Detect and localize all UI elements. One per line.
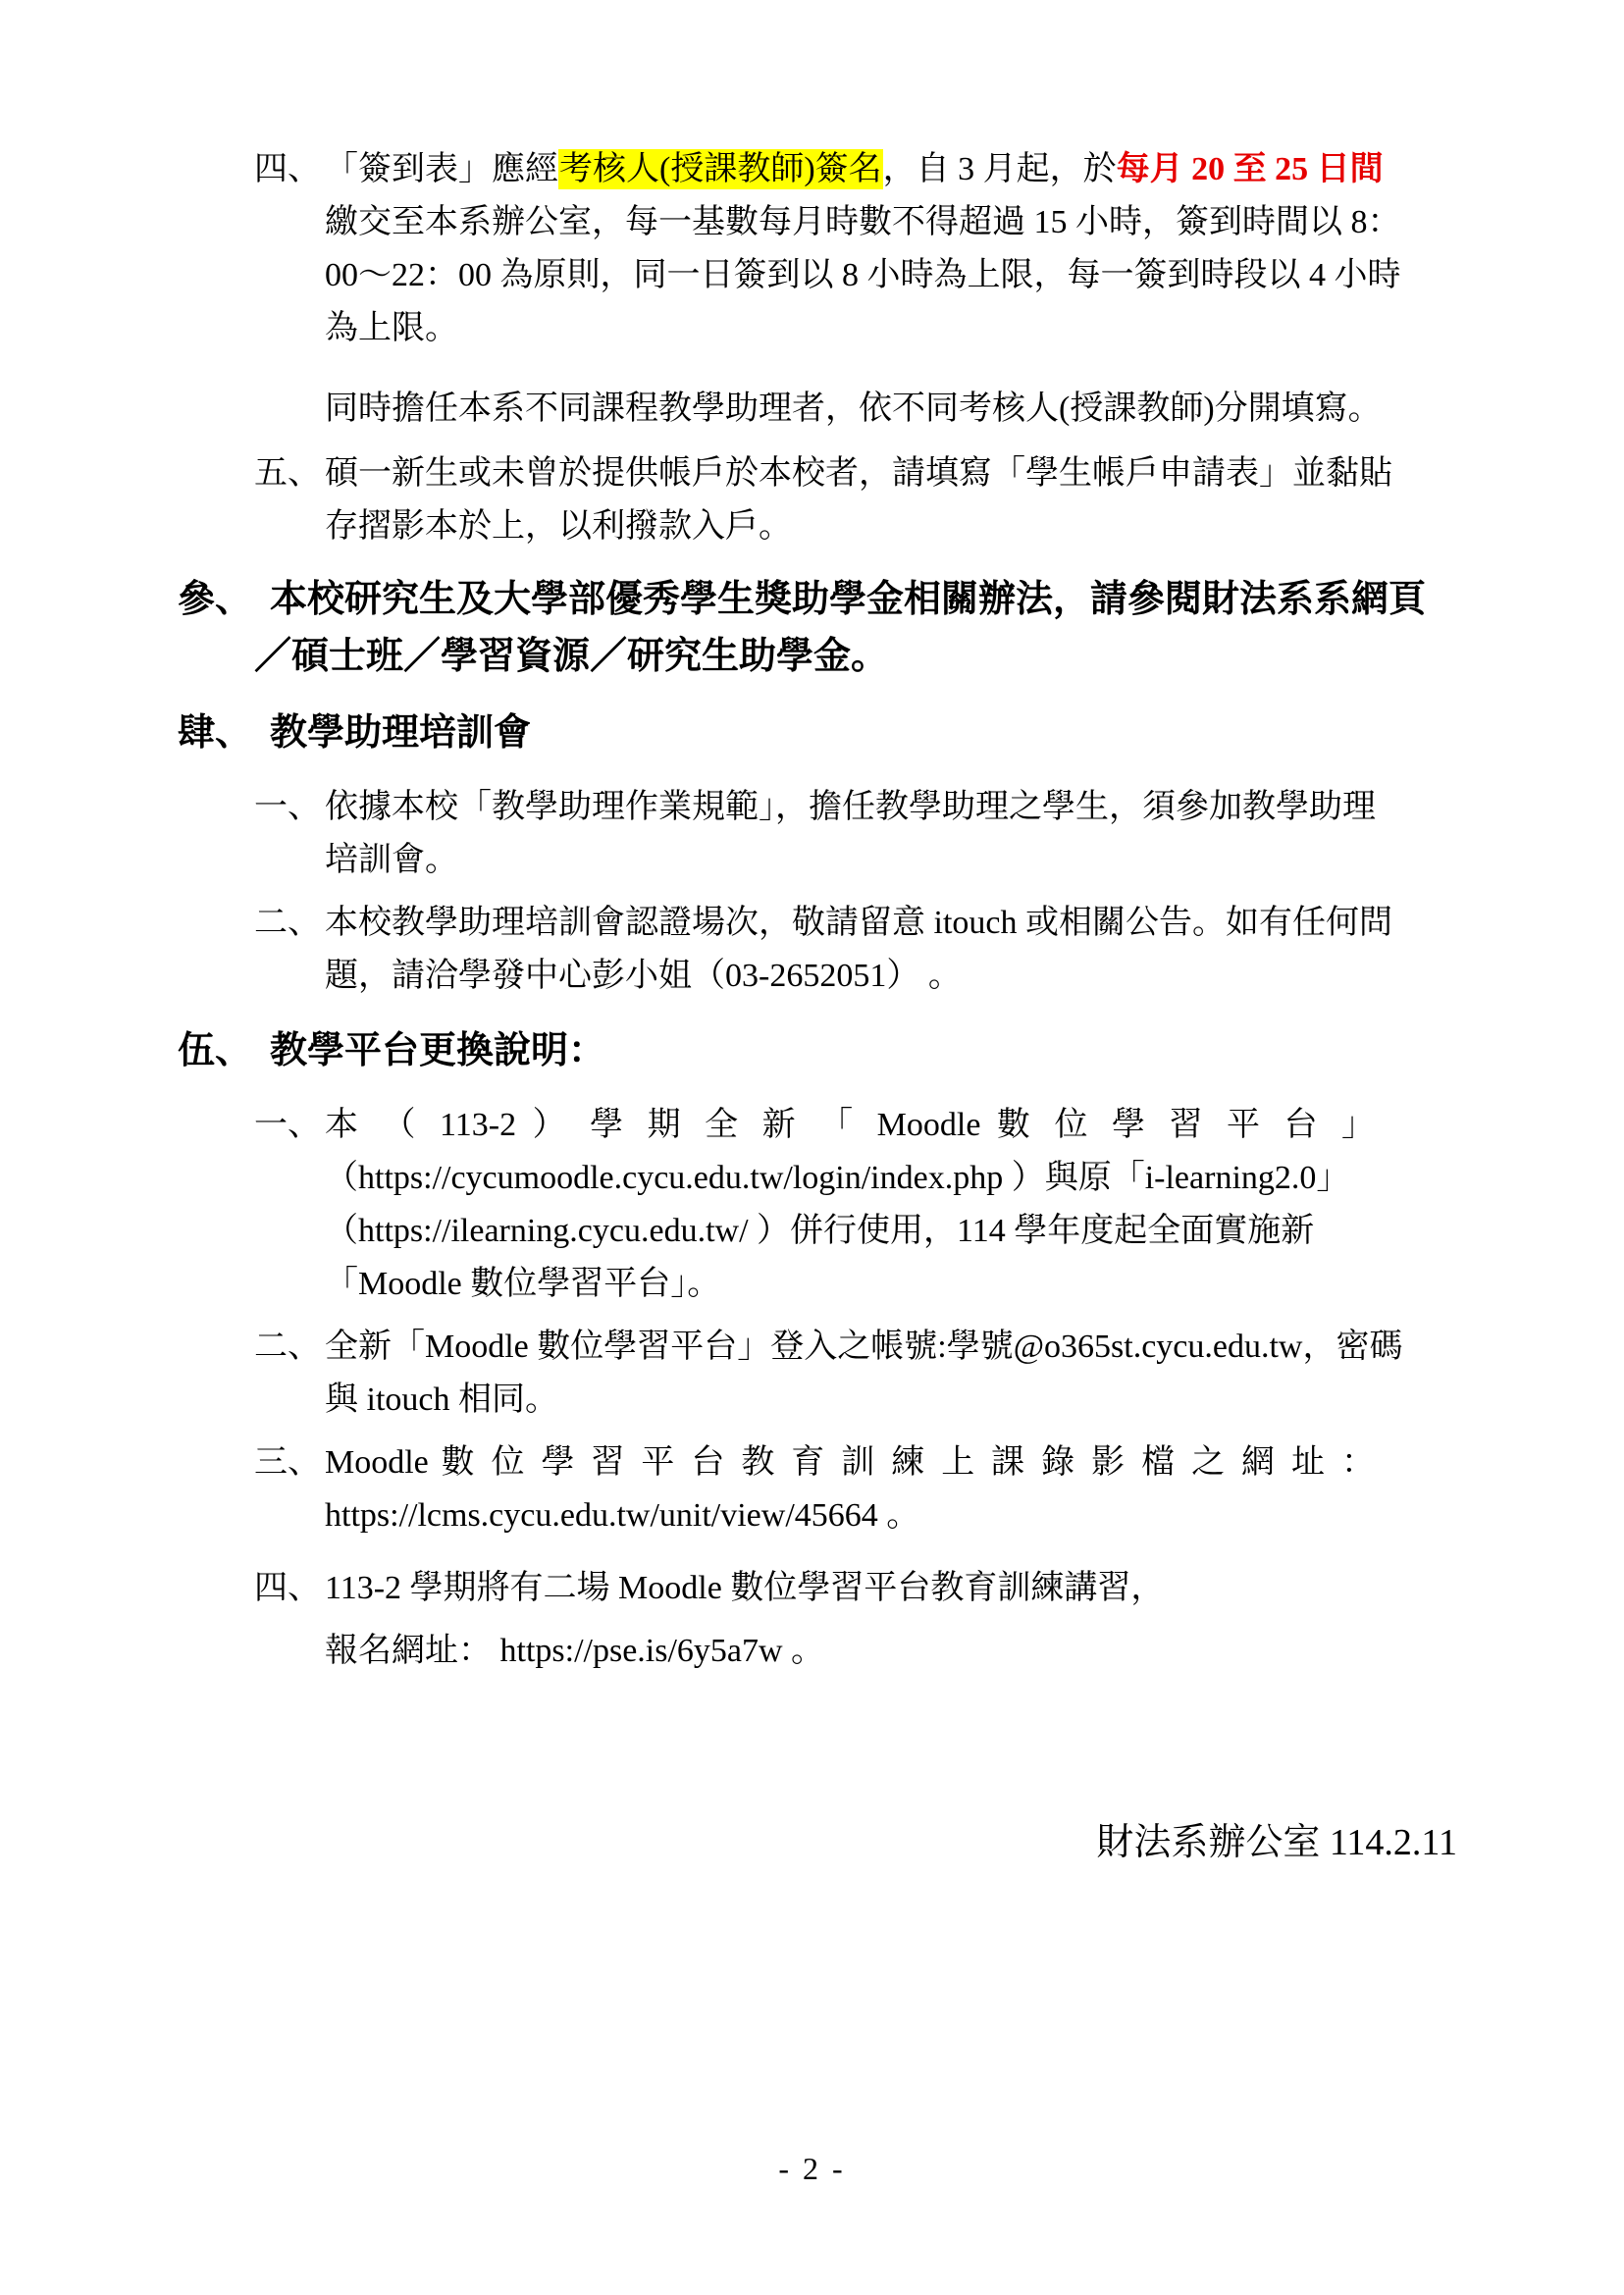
registration-url-line: 報名網址： https://pse.is/6y5a7w 。 [325,1633,825,1669]
section-4-item-2 [178,897,1392,1003]
section-4-item-2-line-1: 本校教學助理培訓會認證場次，敬請留意 itouch 或相關公告。如有任何問 [325,905,1392,941]
item-4-line-3: 00～22：00 為原則，同一日簽到以 8 小時為上限，每一簽到時段以 4 小時 [325,257,1401,293]
yellow-highlight-text: 考核人(授課教師)簽名 [559,151,882,187]
section-3-number: 參、 [178,579,253,620]
section-4-item-2-line-2: 題，請洽學發中心彭小姐（03-2652051） 。 [325,958,962,994]
item-4-number: 四、 [254,151,321,187]
section-5-item-3-number: 三、 [254,1444,321,1481]
section-4-item-1-line-1: 依據本校「教學助理作業規範」，擔任教學助理之學生，須參加教學助理 [325,789,1376,825]
lcms-url-line: https://lcms.cycu.edu.tw/unit/view/45664 。 [325,1497,920,1534]
section-4-item-1 [178,781,1375,887]
item-5 [178,447,1392,553]
item-4-text-pre: 「簽到表」應經 [325,151,558,187]
item-4-line-2: 繳交至本系辦公室，每一基數每月時數不得超過 15 小時，簽到時間以 8： [325,204,1401,240]
section-5-item-1-number: 一、 [254,1107,321,1143]
section-5-item-3-line-1: Moodle 數 位 學 習 平 台 教 育 訓 練 上 課 錄 影 檔 之 網 址 ： [325,1444,1375,1481]
ilearning-url-line: （https://ilearning.cycu.edu.tw/ ）併行使用，114 學年度起全面實施新 [325,1213,1315,1249]
section-4-heading [178,704,1375,761]
section-5-number: 伍、 [178,1030,253,1071]
item-5-line-1: 碩一新生或未曾於提供帳戶於本校者，請填寫「學生帳戶申請表」並黏貼 [325,455,1392,492]
item-4-line-4: 為上限。 [325,310,458,346]
account-format-line: 全新「Moodle 數位學習平台」登入之帳號:學號@o365st.cycu.edu.tw，密碼 [325,1329,1403,1365]
section-5-item-4-number: 四、 [254,1570,321,1606]
item-4-subparagraph: 同時擔任本系不同課程教學助理者，依不同考核人(授課教師)分開填寫。 [325,391,1382,427]
section-4-item-1-number: 一、 [254,789,321,825]
section-5-item-1-line-4: 「Moodle 數位學習平台」。 [325,1266,721,1302]
item-4-text-mid: ，自 3 月起，於 [882,151,1117,187]
section-5-item-2-line-2: 與 itouch 相同。 [325,1382,558,1418]
section-5-title: 教學平台更換說明： [270,1030,606,1071]
section-4-number: 肆、 [178,712,253,754]
item-5-number: 五、 [254,455,321,492]
page-number: - 2 - [778,2151,846,2186]
section-3-heading [178,571,1427,685]
item-4-line-1 [325,143,1384,196]
section-5-item-1-line-1: 本 （ 113-2 ） 學 期 全 新 「 Moodle 數 位 學 習 平 台 」 [325,1107,1375,1143]
section-4-item-1-line-2: 培訓會。 [325,842,458,878]
section-5-item-4-line-1: 113-2 學期將有二場 Moodle 數位學習平台教育訓練講習， [325,1570,1165,1606]
document-body [178,143,1427,1678]
section-3-line-1: 本校研究生及大學部優秀學生獎助學金相關辦法，請參閱財法系系網頁 [270,579,1427,620]
section-5-item-2-number: 二、 [254,1329,321,1365]
section-5-item-1 [178,1099,1375,1311]
office-signoff: 財法系辦公室 114.2.11 [1096,1822,1457,1863]
section-5-item-4 [178,1562,1375,1678]
item-4 [178,143,1401,436]
red-deadline-text: 每月 20 至 25 日間 [1116,151,1384,187]
item-5-line-2: 存摺影本於上，以利撥款入戶。 [325,508,792,545]
section-4-item-2-number: 二、 [254,905,321,941]
section-3-line-2: ／碩士班／學習資源／研究生助學金。 [254,636,889,677]
section-5-item-2 [178,1321,1403,1427]
section-4-title: 教學助理培訓會 [270,712,532,754]
section-5-heading [178,1022,1375,1079]
section-5-item-3 [178,1436,1375,1542]
moodle-login-url-line: （https://cycumoodle.cycu.edu.tw/login/index.php ）與原「i-learning2.0」 [325,1160,1350,1196]
